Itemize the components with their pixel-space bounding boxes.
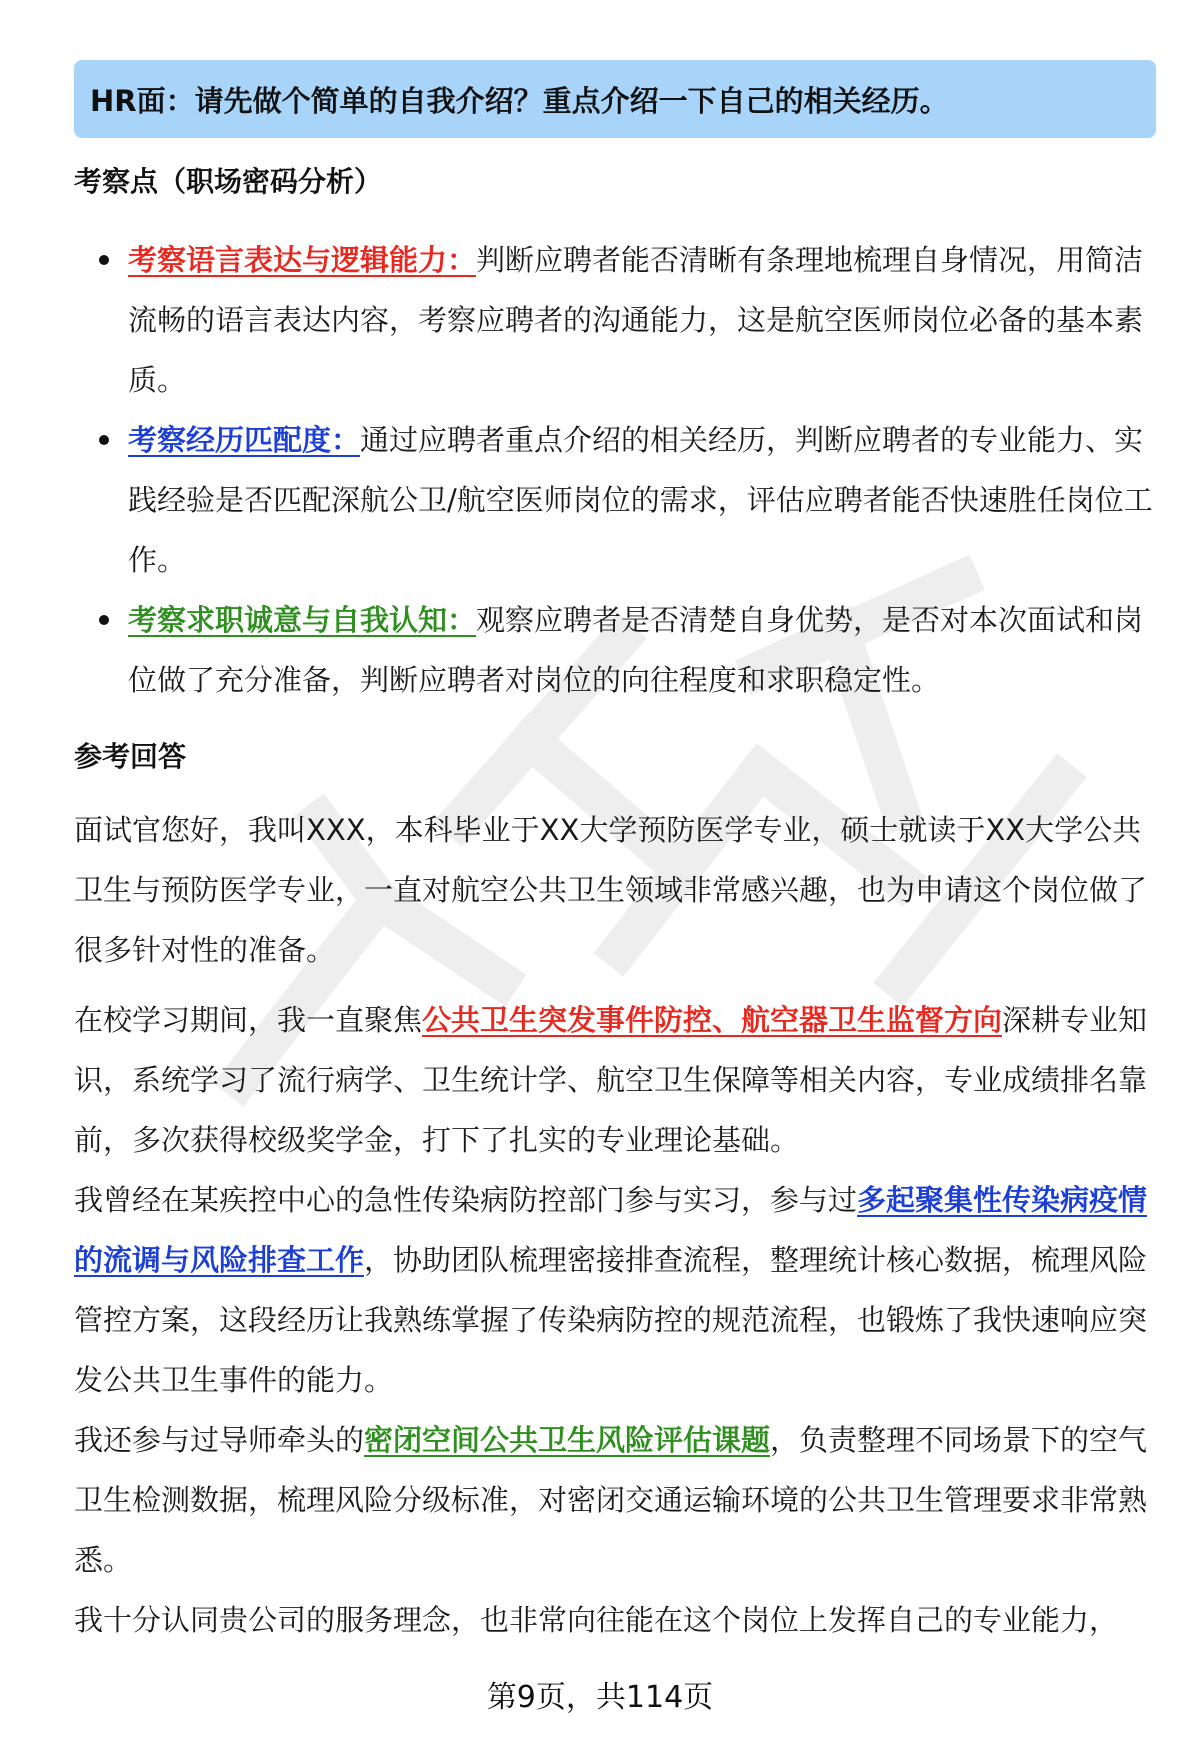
answer-paragraph-intro: 面试官您好，我叫XXX，本科毕业于XX大学预防医学专业，硕士就读于XX大学公共卫生与预防医学专业，一直对航空公共卫生领域非常感兴趣，也为申请这个岗位做了很多针对性的准备。: [74, 813, 1148, 967]
point-text: 通过应聘者重点介绍的相关经历，判断应聘者的专业能力、实践经验是否匹配深航公卫/航空医师岗位的需求，评估应聘者能否快速胜任岗位工作。: [128, 423, 1153, 577]
question-text: HR面：请先做个简单的自我介绍？重点介绍一下自己的相关经历。: [90, 83, 949, 118]
text-span: 我曾经在某疾控中心的急性传染病防控部门参与实习，参与过: [74, 1183, 858, 1217]
text-span: 深耕专业知识，系统学习了流行病学、卫生统计学、航空卫生保障等相关内容，专业成绩排名靠前，多次获得校级奖学金，打下了扎实的专业理论基础。: [74, 1003, 1148, 1157]
point-keyword: 考察经历匹配度：: [128, 423, 361, 457]
highlight-text: 公共卫生突发事件防控、航空器卫生监督方向: [422, 1003, 1003, 1037]
point-item: [74, 410, 1164, 590]
answer-paragraph-research: [74, 1410, 1154, 1590]
answer-paragraph-closing: 我十分认同贵公司的服务理念，也非常向往能在这个岗位上发挥自己的专业能力，: [74, 1603, 1119, 1637]
text-span: ，协助团队梳理密接排查流程，整理统计核心数据，梳理风险管控方案，这段经历让我熟练掌握了传染病防控的规范流程，也锻炼了我快速响应突发公共卫生事件的能力。: [74, 1243, 1148, 1397]
point-text: 观察应聘者是否清楚自身优势，是否对本次面试和岗位做了充分准备，判断应聘者对岗位的向往程度和求职稳定性。: [128, 603, 1144, 697]
page-number: 第9页，共114页: [486, 1680, 714, 1715]
answer-paragraph-internship: [74, 1170, 1154, 1410]
point-item: [74, 230, 1164, 410]
points-heading: 考察点（职场密码分析）: [74, 165, 383, 198]
answer-paragraph-study: [74, 990, 1154, 1170]
point-text: 判断应聘者能否清晰有条理地梳理自身情况，用简洁流畅的语言表达内容，考察应聘者的沟通能力，这是航空医师岗位必备的基本素质。: [128, 243, 1144, 397]
highlight-text: 多起聚集性传染病疫情的流调与风险排查工作: [74, 1183, 1148, 1277]
point-item: [74, 590, 1164, 710]
highlight-text: 密闭空间公共卫生风险评估课题: [364, 1423, 771, 1457]
question-banner: [74, 60, 1156, 138]
text-span: ，负责整理不同场景下的空气卫生检测数据，梳理风险分级标准，对密闭交通运输环境的公共卫生管理要求非常熟悉。: [74, 1423, 1148, 1577]
text-span: 我还参与过导师牵头的: [74, 1423, 365, 1457]
answer-heading: 参考回答: [74, 740, 187, 773]
points-list: [74, 230, 1164, 710]
point-keyword: 考察求职诚意与自我认知：: [128, 603, 477, 637]
point-keyword: 考察语言表达与逻辑能力：: [128, 243, 477, 277]
text-span: 在校学习期间，我一直聚焦: [74, 1003, 423, 1037]
